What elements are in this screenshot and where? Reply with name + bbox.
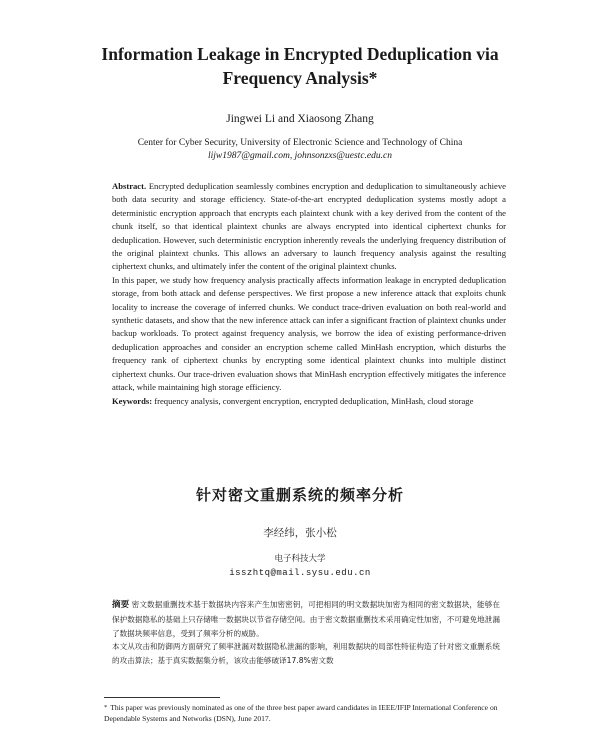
footnote: [104, 702, 510, 724]
chinese-authors: 李经纬，张小松: [263, 527, 337, 539]
abstract-text-1: Encrypted deduplication seamlessly combines encryption and deduplication to simultaneously achieve both data security and storage efficiency. State-of-the-art encrypted deduplication systems mostly adopt a deterministic encryption approach that encrypts each plaintext chunk with a key derived from the content of the chunk itself, so that identical plaintext chunks are always encrypted into identical ciphertext chunks for deduplication. However, such deterministic encryption inherently reveals the underlying frequency distribution of the original plaintext chunks. This allows an adversary to launch frequency analysis against the resulting ciphertext chunks, and ultimately infer the content of the original plaintext chunks.: [112, 181, 506, 272]
chinese-abstract-paragraph-1: [112, 598, 500, 640]
author-list: Jingwei Li and Xiaosong Zhang: [226, 113, 374, 125]
footnote-divider: [104, 697, 220, 698]
paper-title: Information Leakage in Encrypted Deduplication via Frequency Analysis*: [101, 44, 499, 88]
chinese-abstract-paragraph-2: 本文从攻击和防御两方面研究了频率泄漏对数据隐私泄漏的影响，利用数据块的局部性特征构造了针对密文重删系统的攻击算法；基于真实数据集分析，该攻击能够破译17.8%密文数: [112, 642, 500, 666]
abstract-label: Abstract.: [112, 181, 147, 191]
footnote-text: This paper was previously nominated as one of the three best paper award candidates in IEEE/IFIP International Conference on Dependable Systems and Networks (DSN), June 2017.: [104, 703, 498, 723]
chinese-affiliation: 电子科技大学: [274, 554, 326, 564]
chinese-abstract-label: 摘要: [112, 600, 130, 610]
chinese-abstract-text-1: 密文数据重删技术基于数据块内容来产生加密密钥，可把相同的明文数据块加密为相同的密文数据块，能够在保护数据隐私的基础上只存储唯一数据块以节省存储空间。由于密文数据重删技术采用确定性加密，不可避免地泄漏了数据块频率信息，受到了频率分析的威胁。: [112, 600, 500, 638]
english-abstract: [112, 180, 506, 408]
keywords-label: Keywords:: [112, 395, 153, 406]
chinese-title: 针对密文重删系统的频率分析: [195, 486, 404, 504]
chinese-abstract: [112, 598, 500, 668]
keywords-line: [112, 395, 506, 408]
abstract-paragraph-2: In this paper, we study how frequency analysis practically affects information leakage in encrypted deduplication storage, from both attack and defense perspectives. We first propose a new inference attack that exploits chunk locality to increase the coverage of inferred chunks. We conduct trace-driven evaluation on both real-world and synthetic datasets, and show that the new inference attack can infer a significant fraction of plaintext chunks under backup workloads. To protect against frequency analysis, we borrow the idea of existing performance-driven deduplication approaches and consider an encryption scheme called MinHash encryption, which disturbs the frequency rank of ciphertext chunks by encrypting some identical plaintext chunks into multiple distinct ciphertext chunks. Our trace-driven evaluation shows that MinHash encryption effectively mitigates the inference attack, while maintaining high storage efficiency.: [112, 274, 506, 393]
author-emails: lijw1987@gmail.com, johnsonzxs@uestc.edu.cn: [208, 151, 392, 161]
chinese-email: isszhtq@mail.sysu.edu.cn: [229, 568, 371, 578]
affiliation: Center for Cyber Security, University of Electronic Science and Technology of China: [137, 138, 463, 148]
abstract-paragraph-1: [112, 180, 506, 274]
keywords-text: frequency analysis, convergent encryption, encrypted deduplication, MinHash, cloud storage: [154, 395, 474, 406]
footnote-mark: *: [104, 704, 108, 711]
